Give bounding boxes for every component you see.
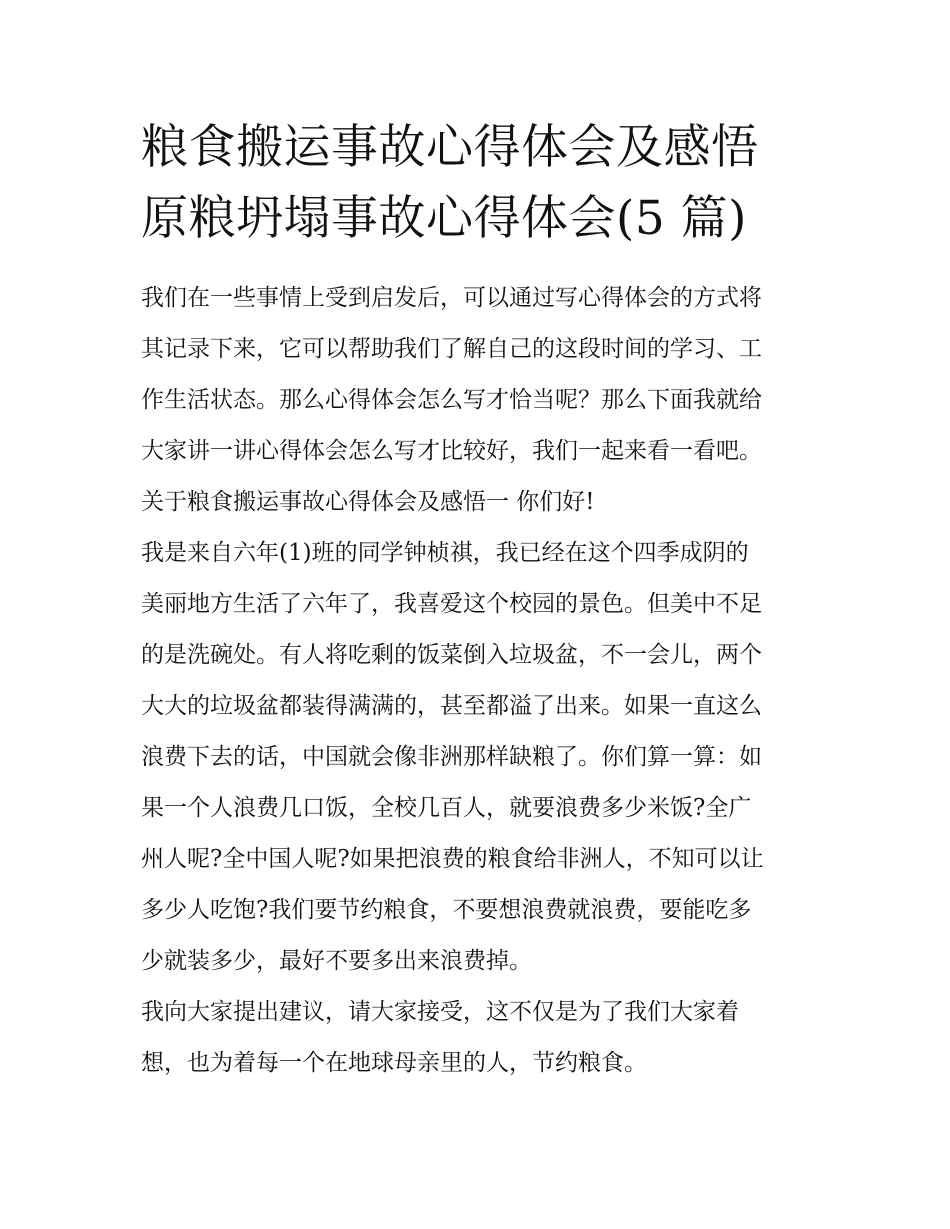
- paragraph-speech: [141, 528, 813, 987]
- text-line: 我向大家提出建议，请大家接受，这不仅是为了我们大家着: [141, 999, 739, 1025]
- text-line: 的是洗碗处。有人将吃剩的饭菜倒入垃圾盆，不一会儿，两个: [141, 642, 762, 668]
- text-line: 多少人吃饱?我们要节约粮食，不要想浪费就浪费，要能吃多: [141, 897, 752, 923]
- document-body: [141, 273, 813, 1089]
- text-line: 想，也为着每一个在地球母亲里的人，节约粮食。: [141, 1050, 647, 1076]
- title-line: 粮食搬运事故心得体会及感悟: [141, 120, 759, 175]
- text-line: 作生活状态。那么心得体会怎么写才恰当呢？那么下面我就给: [141, 387, 762, 413]
- text-line: 美丽地方生活了六年了，我喜爱这个校园的景色。但美中不足: [141, 591, 762, 617]
- text-line: 浪费下去的话，中国就会像非洲那样缺粮了。你们算一算：如: [141, 744, 762, 770]
- text-line: 果一个人浪费几口饭，全校几百人，就要浪费多少米饭?全广: [141, 795, 752, 821]
- document-title: [141, 112, 813, 254]
- paragraph-proposal: [141, 987, 813, 1089]
- text-line: 少就装多少，最好不要多出来浪费掉。: [141, 948, 532, 974]
- paragraph-section-heading: [141, 477, 813, 528]
- document-page: [141, 112, 813, 1089]
- text-line: 其记录下来，它可以帮助我们了解自己的这段时间的学习、工: [141, 336, 762, 362]
- text-line: 我们在一些事情上受到启发后，可以通过写心得体会的方式将: [141, 285, 762, 311]
- text-line: 大大的垃圾盆都装得满满的，甚至都溢了出来。如果一直这么: [141, 693, 762, 719]
- text-line: 州人呢?全中国人呢?如果把浪费的粮食给非洲人，不知可以让: [141, 846, 764, 872]
- text-line: 我是来自六年(1)班的同学钟桢祺，我已经在这个四季成阴的: [141, 540, 749, 566]
- paragraph-intro: [141, 273, 813, 477]
- text-line: 关于粮食搬运事故心得体会及感悟一 你们好!: [141, 489, 595, 515]
- title-line: 原粮坍塌事故心得体会(5 篇): [141, 191, 748, 246]
- text-line: 大家讲一讲心得体会怎么写才比较好，我们一起来看一看吧。: [141, 438, 762, 464]
